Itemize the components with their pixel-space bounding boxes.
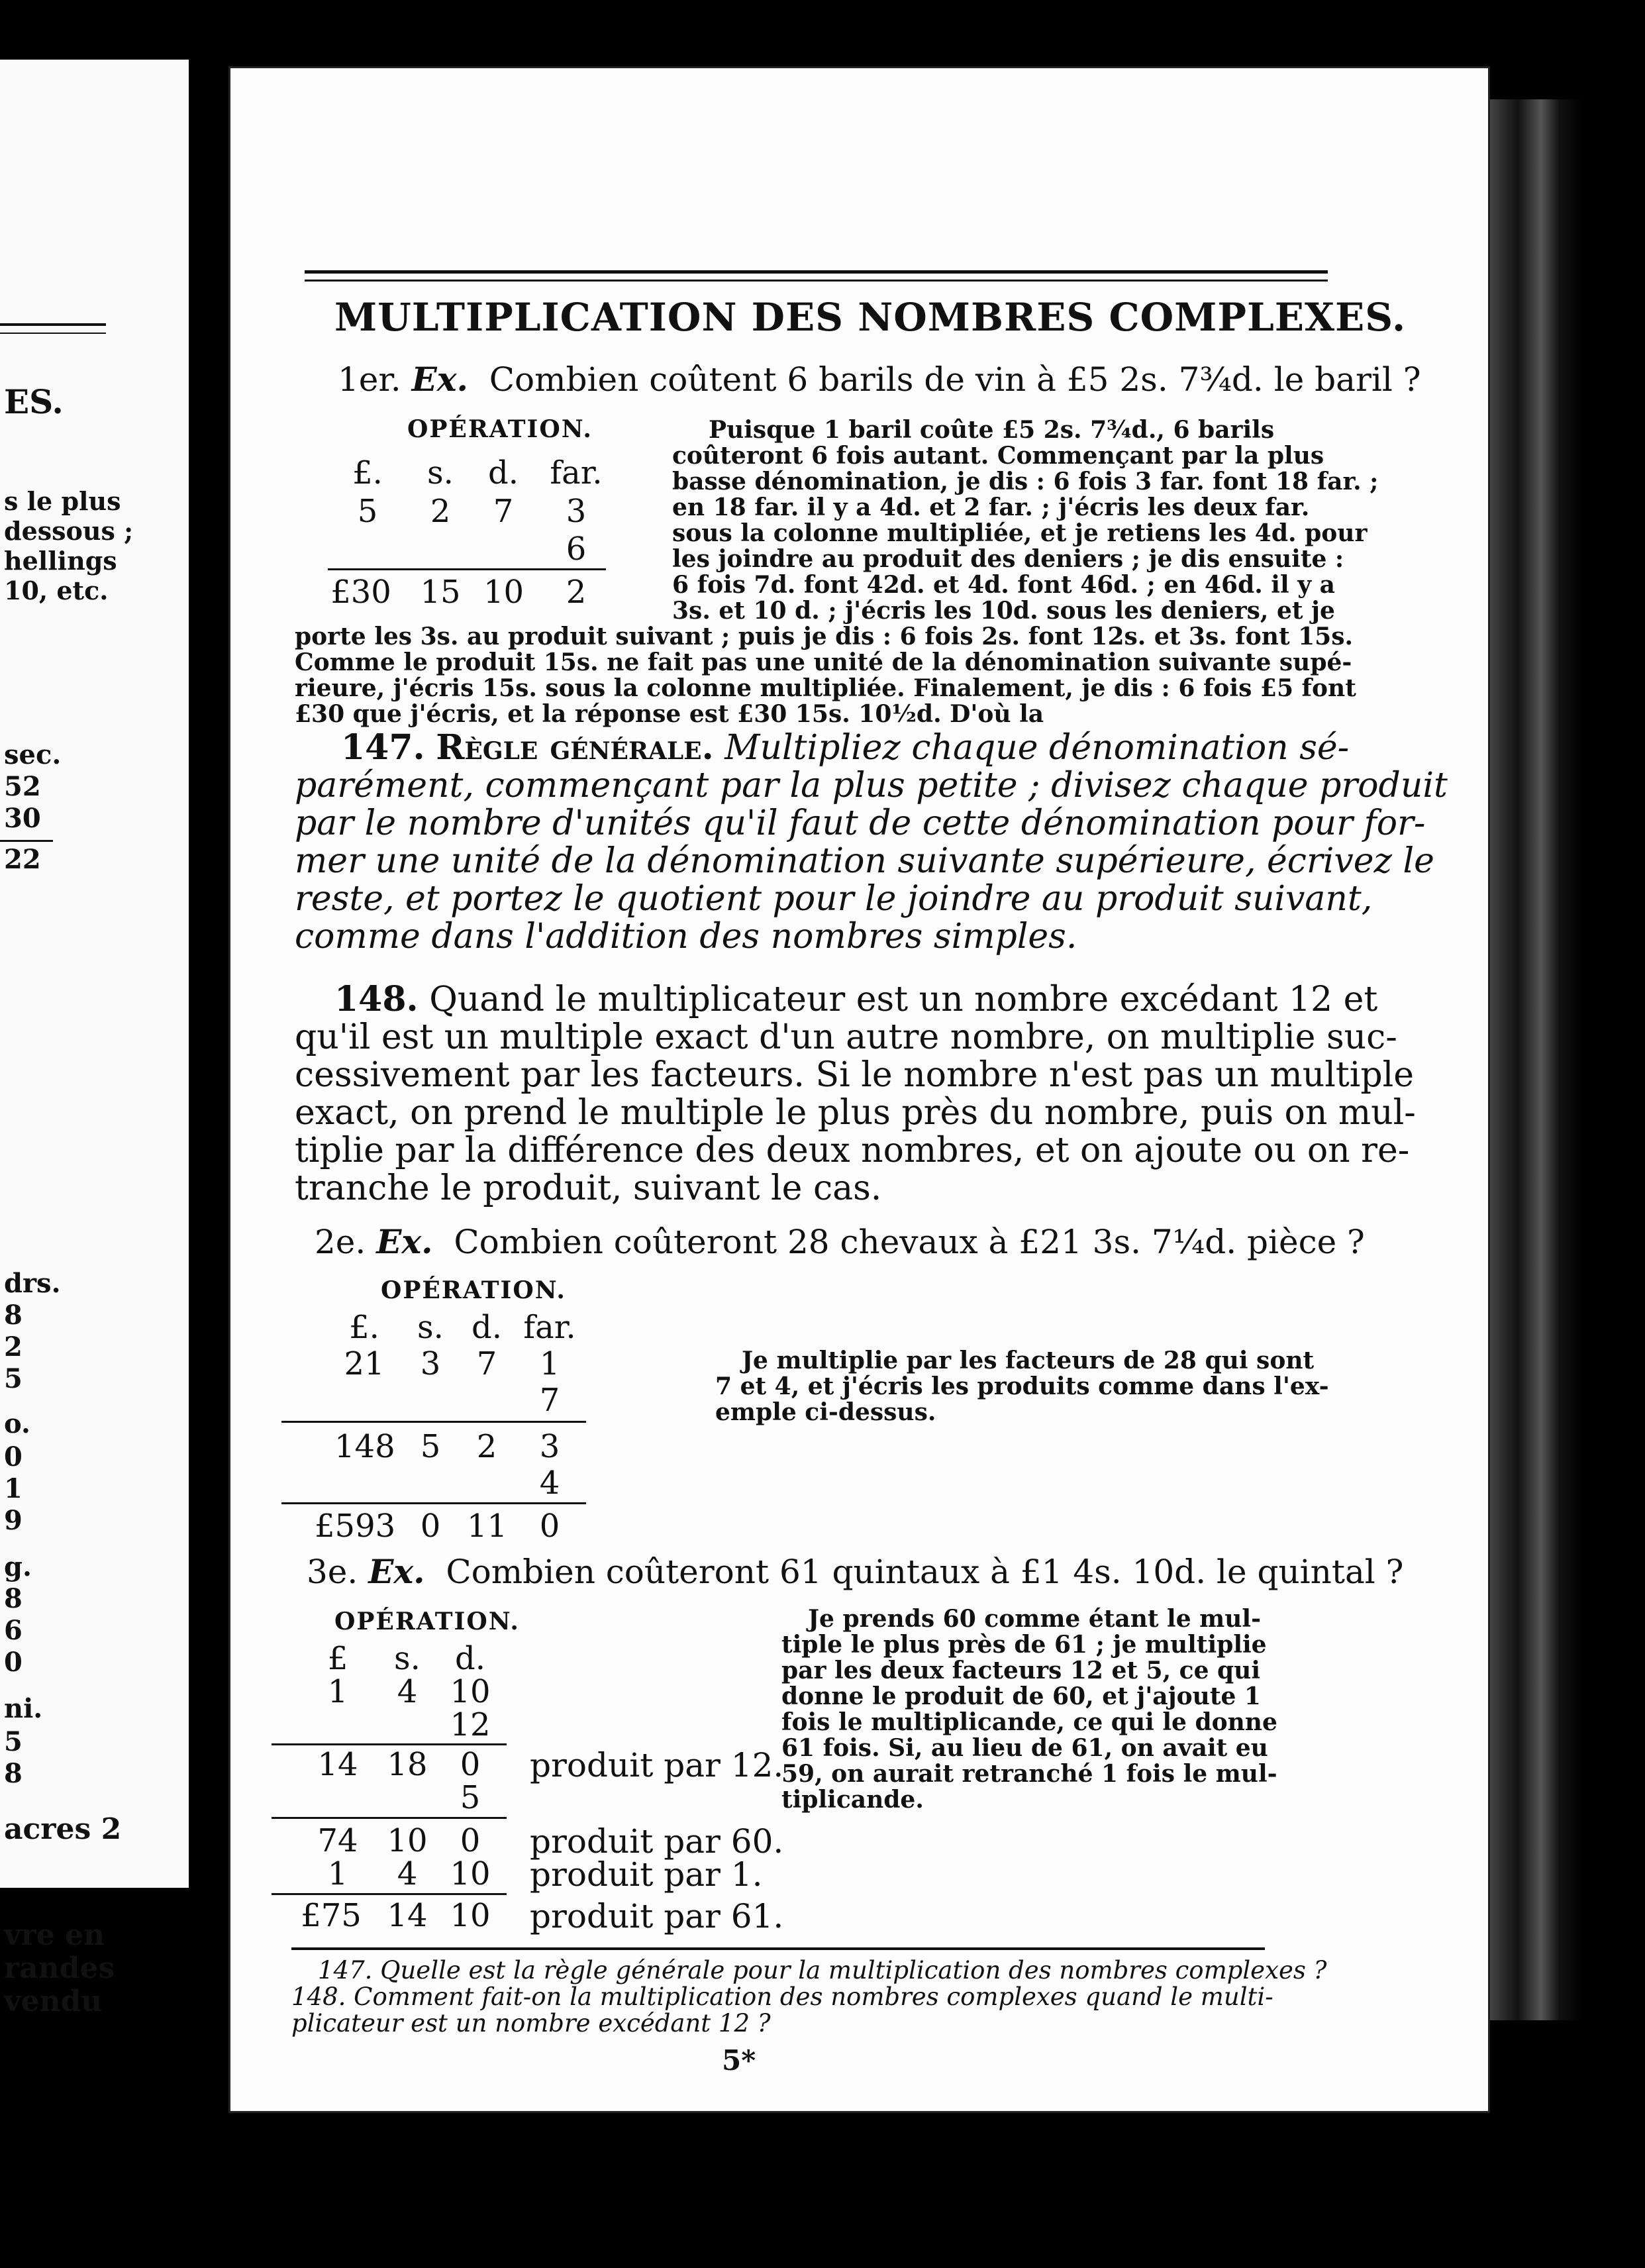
row-label: produit par 1. — [530, 1855, 763, 1894]
cell: 4 — [397, 1673, 418, 1710]
result-cell: 10 — [483, 574, 524, 611]
cell: 10 — [387, 1822, 428, 1859]
operation-label: OPÉRATION. — [381, 1276, 566, 1304]
left-line: acres 2 — [4, 1812, 122, 1846]
sum-rule — [328, 568, 606, 570]
cell: 3 — [420, 1345, 441, 1382]
col-header: far. — [550, 454, 603, 491]
result-cell: £593 — [315, 1508, 396, 1545]
header-rule — [305, 270, 1328, 274]
sum-rule — [272, 1817, 507, 1819]
cell: 74 — [317, 1822, 358, 1859]
col-header: £. — [352, 454, 383, 491]
col-header: £. — [349, 1309, 379, 1346]
example-2-question: 2e. Ex. Combien coûteront 28 chevaux à £21 3s. 7¼d. pièce ? — [315, 1222, 1365, 1261]
operation-label: OPÉRATION. — [334, 1608, 520, 1635]
left-col-item: 30 — [4, 803, 41, 834]
cell: 0 — [460, 1746, 481, 1783]
book-spine — [1490, 99, 1583, 2020]
example-1-question: 1er. Ex. Combien coûtent 6 barils de vin à £5 2s. 7¾d. le baril ? — [338, 360, 1421, 399]
cell: 2 — [430, 493, 451, 530]
left-col-item: o. — [4, 1408, 30, 1439]
row-label: produit par 61. — [530, 1897, 784, 1935]
example-1-explanation-cont: porte les 3s. au produit suivant ; puis je dis : 6 fois 2s. font 12s. et 3s. font 15s. Comme le produit 15s. ne fait pas une unité de la dénomination suivante supé- rieure, j'écris 15s. sous la colonne multipliée. Finalement, je dis : 6 fois £5 font £30 que j'écris, et la réponse est £30 15s. 10½d. D'où la — [295, 623, 1356, 728]
section-heading: Règle générale. — [436, 727, 714, 768]
operation-label: OPÉRATION. — [407, 415, 593, 443]
cell: 7 — [476, 1345, 497, 1382]
left-col-item: 52 — [4, 771, 41, 802]
cell: 18 — [387, 1746, 428, 1783]
cell: 1 — [327, 1855, 348, 1892]
left-col-item: 5 — [4, 1726, 23, 1757]
col-header: £ — [327, 1640, 348, 1677]
result-cell: 0 — [539, 1508, 560, 1545]
cell: 10 — [450, 1855, 491, 1892]
cell: 3 — [566, 493, 587, 530]
sum-rule — [272, 1743, 507, 1745]
sum-rule — [281, 1421, 586, 1423]
left-col-item: 0 — [4, 1647, 23, 1678]
cell: 5 — [420, 1428, 441, 1465]
col-header: s. — [394, 1640, 421, 1677]
left-line: 10, etc. — [4, 576, 109, 605]
example-3-note: Je prends 60 comme étant le mul- tiple le plus près de 61 ; je multiplie par les deux facteurs 12 et 5, ce qui donne le produit de 60, et j'ajoute 1 fois le multiplicande, ce qui le donne 61 fois. Si, au lieu de 61, on avait eu 59, on aurait retranché 1 fois le mul- tiplicande. — [781, 1605, 1277, 1814]
cell: 2 — [476, 1428, 497, 1465]
result-cell: 11 — [467, 1508, 508, 1545]
sum-rule — [272, 1893, 507, 1895]
left-col-item: 8 — [4, 1583, 23, 1614]
left-line: vendu — [4, 1984, 103, 2018]
cell: 10 — [450, 1673, 491, 1710]
left-col-item: sec. — [4, 739, 62, 770]
left-col-item: drs. — [4, 1268, 61, 1299]
signature-mark: 5* — [722, 2044, 756, 2077]
left-rule — [0, 333, 106, 334]
footnotes: 147. Quelle est la règle générale pour la multiplication des nombres complexes ? 148. Comment fait-on la multiplication des nombres complexes quand le multi- plicateur est un nombre excédant 12 ? — [291, 1956, 1327, 2037]
result-cell: 0 — [420, 1508, 441, 1545]
cell: 5 — [357, 493, 378, 530]
result-cell: 15 — [420, 574, 461, 611]
left-line: dessous ; — [4, 516, 134, 546]
left-line: vre en — [4, 1918, 105, 1952]
col-header: d. — [472, 1309, 502, 1346]
header-rule — [305, 280, 1328, 282]
section-147: 147. Règle générale. Multipliez chaque dénomination sé- parément, commençant par la plus petite ; divisez chaque produit par le nombre d'unités qu'il faut de cette dénomination pour for- mer une unité de la dénomination suivante supérieure, écrivez le reste, et portez le quotient pour le joindre au produit suivant, comme dans l'addition des nombres simples. — [295, 727, 1448, 956]
example-1-explanation: Puisque 1 baril coûte £5 2s. 7¾d., 6 barils coûteront 6 fois autant. Commençant par la plus basse dénomination, je dis : 6 fois 3 far. font 18 far. ; en 18 far. il y a 4d. et 2 far. ; j'écris les deux far. sous la colonne multipliée, et je retiens les 4d. pour les joindre au produit des deniers ; je dis ensuite : 6 fois 7d. font 42d. et 4d. font 46d. ; en 46d. il y a 3s. et 10 d. ; j'écris les 10d. sous les deniers, et je — [672, 416, 1379, 625]
col-header: d. — [488, 454, 519, 491]
left-facing-page — [0, 60, 189, 2018]
cell: 1 — [539, 1345, 560, 1382]
section-number: 147. — [341, 727, 425, 768]
sum-rule — [281, 1502, 586, 1504]
left-heading: ES. — [4, 382, 64, 421]
footnote-rule — [291, 1947, 1265, 1950]
left-col-item: 0 — [4, 1441, 23, 1472]
section-148: 148. Quand le multiplicateur est un nombre excédant 12 et qu'il est un multiple exact d'un autre nombre, on multiplie suc- cessivement par les facteurs. Si le nombre n'est pas un multiple exact, on prend le multiple le plus près du nombre, puis on mul- tiplie par la différence des deux nombres, et on ajoute ou on re- tranche le produit, suivant le cas. — [295, 979, 1416, 1208]
col-header: d. — [455, 1640, 485, 1677]
left-col-item: 9 — [4, 1505, 23, 1536]
result-cell: 14 — [387, 1897, 428, 1934]
book-page — [228, 66, 1490, 2113]
multiplier: 4 — [539, 1465, 560, 1502]
left-line: hellings — [4, 546, 117, 576]
result-cell: £75 — [301, 1897, 362, 1934]
cell: 1 — [327, 1673, 348, 1710]
multiplier: 12 — [450, 1706, 491, 1743]
cell: 148 — [334, 1428, 395, 1465]
result-cell: 10 — [450, 1897, 491, 1934]
left-col-item: ni. — [4, 1693, 43, 1724]
left-col-item: 8 — [4, 1300, 23, 1331]
col-header: s. — [417, 1309, 444, 1346]
col-header: s. — [427, 454, 454, 491]
cell: 14 — [317, 1746, 358, 1783]
left-col-item: 8 — [4, 1758, 23, 1789]
multiplier: 5 — [460, 1779, 481, 1816]
result-cell: £30 — [330, 574, 391, 611]
section-number: 148. — [334, 979, 419, 1019]
left-col-item: 2 — [4, 1331, 23, 1363]
left-col-item: 22 — [4, 844, 41, 875]
cell: 7 — [493, 493, 514, 530]
example-2-note: Je multiplie par les facteurs de 28 qui sont 7 et 4, et j'écris les produits comme dans l'ex- emple ci-dessus. — [715, 1347, 1329, 1426]
multiplier: 6 — [566, 531, 587, 568]
left-col-item: 5 — [4, 1363, 23, 1394]
row-label: produit par 60. — [530, 1822, 784, 1861]
col-header: far. — [523, 1309, 576, 1346]
left-line: s le plus — [4, 486, 121, 516]
left-rule — [0, 840, 53, 842]
multiplier: 7 — [539, 1382, 560, 1419]
cell: 4 — [397, 1855, 418, 1892]
left-col-item: 6 — [4, 1615, 23, 1646]
result-cell: 2 — [566, 574, 587, 611]
cell: 3 — [539, 1428, 560, 1465]
page-title: MULTIPLICATION DES NOMBRES COMPLEXES. — [334, 295, 1407, 340]
left-col-item: g. — [4, 1551, 32, 1582]
left-col-item: 1 — [4, 1473, 23, 1504]
cell: 21 — [344, 1345, 385, 1382]
cell: 0 — [460, 1822, 481, 1859]
left-rule — [0, 323, 106, 326]
example-3-question: 3e. Ex. Combien coûteront 61 quintaux à £1 4s. 10d. le quintal ? — [307, 1552, 1404, 1591]
row-label: produit par 12. — [530, 1746, 784, 1784]
left-line: randes — [4, 1951, 115, 1985]
